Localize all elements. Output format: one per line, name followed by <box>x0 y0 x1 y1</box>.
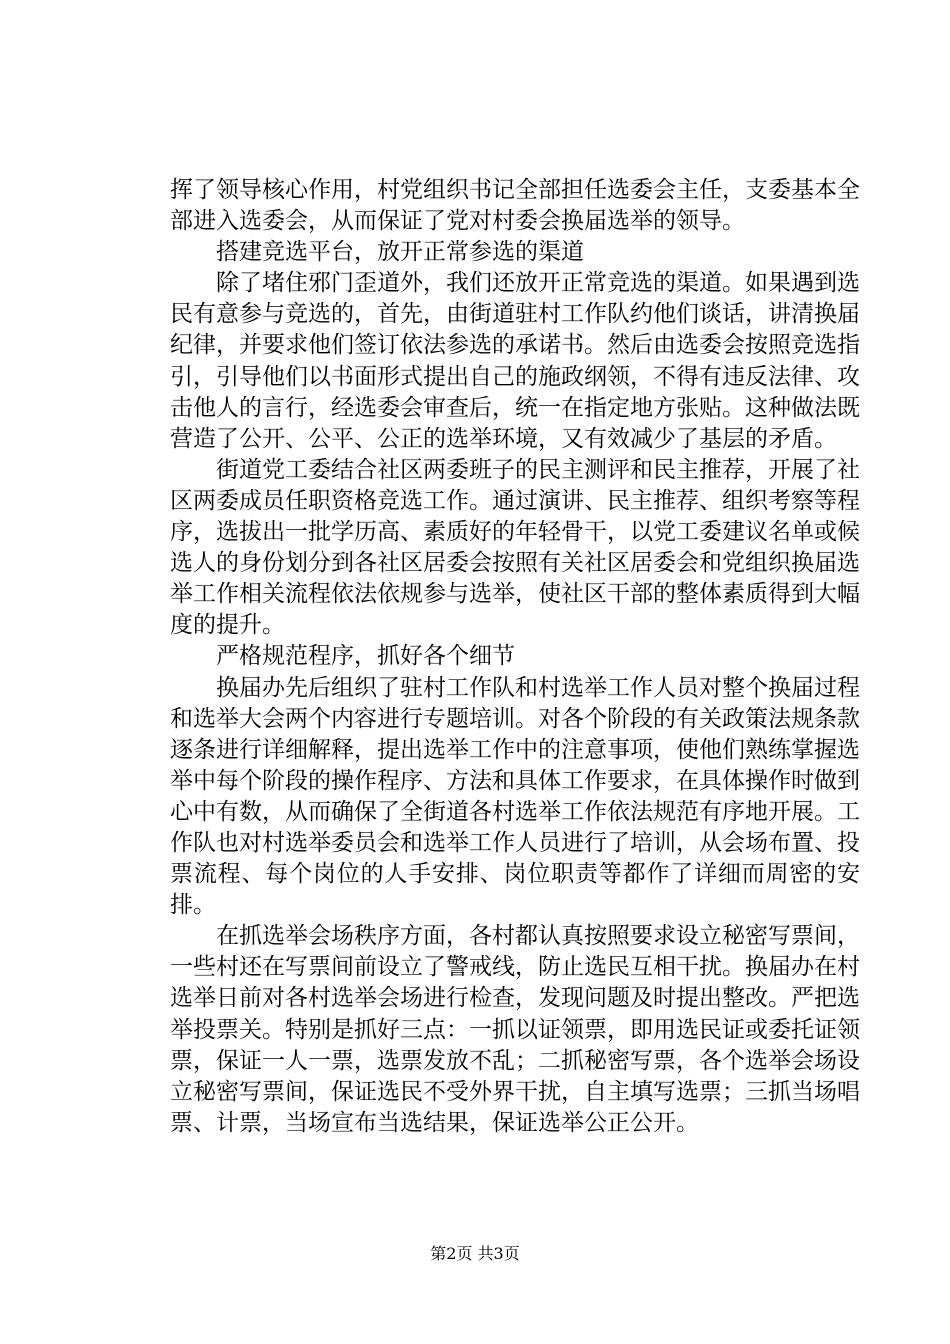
section-heading-campaign-platform: 搭建竞选平台，放开正常参选的渠道 <box>216 239 584 266</box>
paragraph-training: 换届办先后组织了驻村工作队和村选举工作人员对整个换届过程和选举大会两个内容进行专题培训。对各个阶段的有关政策法规条款逐条进行详细解释，提出选举工作中的注意事项，使他们熟练掌握选举中每个阶段的操作程序、方法和具体工作要求，在具体操作时做到心中有数，从而确保了全街道各村选举工作依法规范有序地开展。工作队也对村选举委员会和选举工作人员进行了培训，从会场布置、投票流程、每个岗位的人手安排、岗位职责等都作了详细而周密的安排。 <box>170 674 860 919</box>
paragraph-continuation: 挥了领导核心作用，村党组织书记全部担任选委会主任，支委基本全部进入选委会，从而保证了党对村委会换届选举的领导。 <box>170 177 860 235</box>
document-body <box>170 175 860 1139</box>
page-number-footer: 第2页 共3页 <box>430 1244 520 1263</box>
paragraph-community-election: 街道党工委结合社区两委班子的民主测评和民主推荐，开展了社区两委成员任职资格竞选工作。通过演讲、民主推荐、组织考察等程序，选拔出一批学历高、素质好的年轻骨干，以党工委建议名单或候选人的身份划分到各社区居委会按照有关社区居委会和党组织换届选举工作相关流程依法依规参与选举，使社区干部的整体素质得到大幅度的提升。 <box>170 456 860 639</box>
paragraph-venue-order: 在抓选举会场秩序方面，各村都认真按照要求设立秘密写票间，一些村还在写票间前设立了警戒线，防止选民互相干扰。换届办在村选举日前对各村选举会场进行检查，发现问题及时提出整改。严把选举投票关。特别是抓好三点：一抓以证领票，即用选民证或委托证领票，保证一人一票，选票发放不乱；二抓秘密写票，各个选举会场设立秘密写票间，保证选民不受外界干扰，自主填写选票；三抓当场唱票、计票，当场宣布当选结果，保证选举公正公开。 <box>170 923 860 1136</box>
paragraph-open-channels: 除了堵住邪门歪道外，我们还放开正常竞选的渠道。如果遇到选民有意参与竞选的，首先，由街道驻村工作队约他们谈话，讲清换届纪律，并要求他们签订依法参选的承诺书。然后由选委会按照竞选指引，引导他们以书面形式提出自己的施政纲领，不得有违反法律、攻击他人的言行，经选委会审查后，统一在指定地方张贴。这种做法既营造了公开、公平、公正的选举环境，又有效减少了基层的矛盾。 <box>170 270 860 452</box>
section-heading-standardize-procedure: 严格规范程序，抓好各个细节 <box>216 643 515 670</box>
